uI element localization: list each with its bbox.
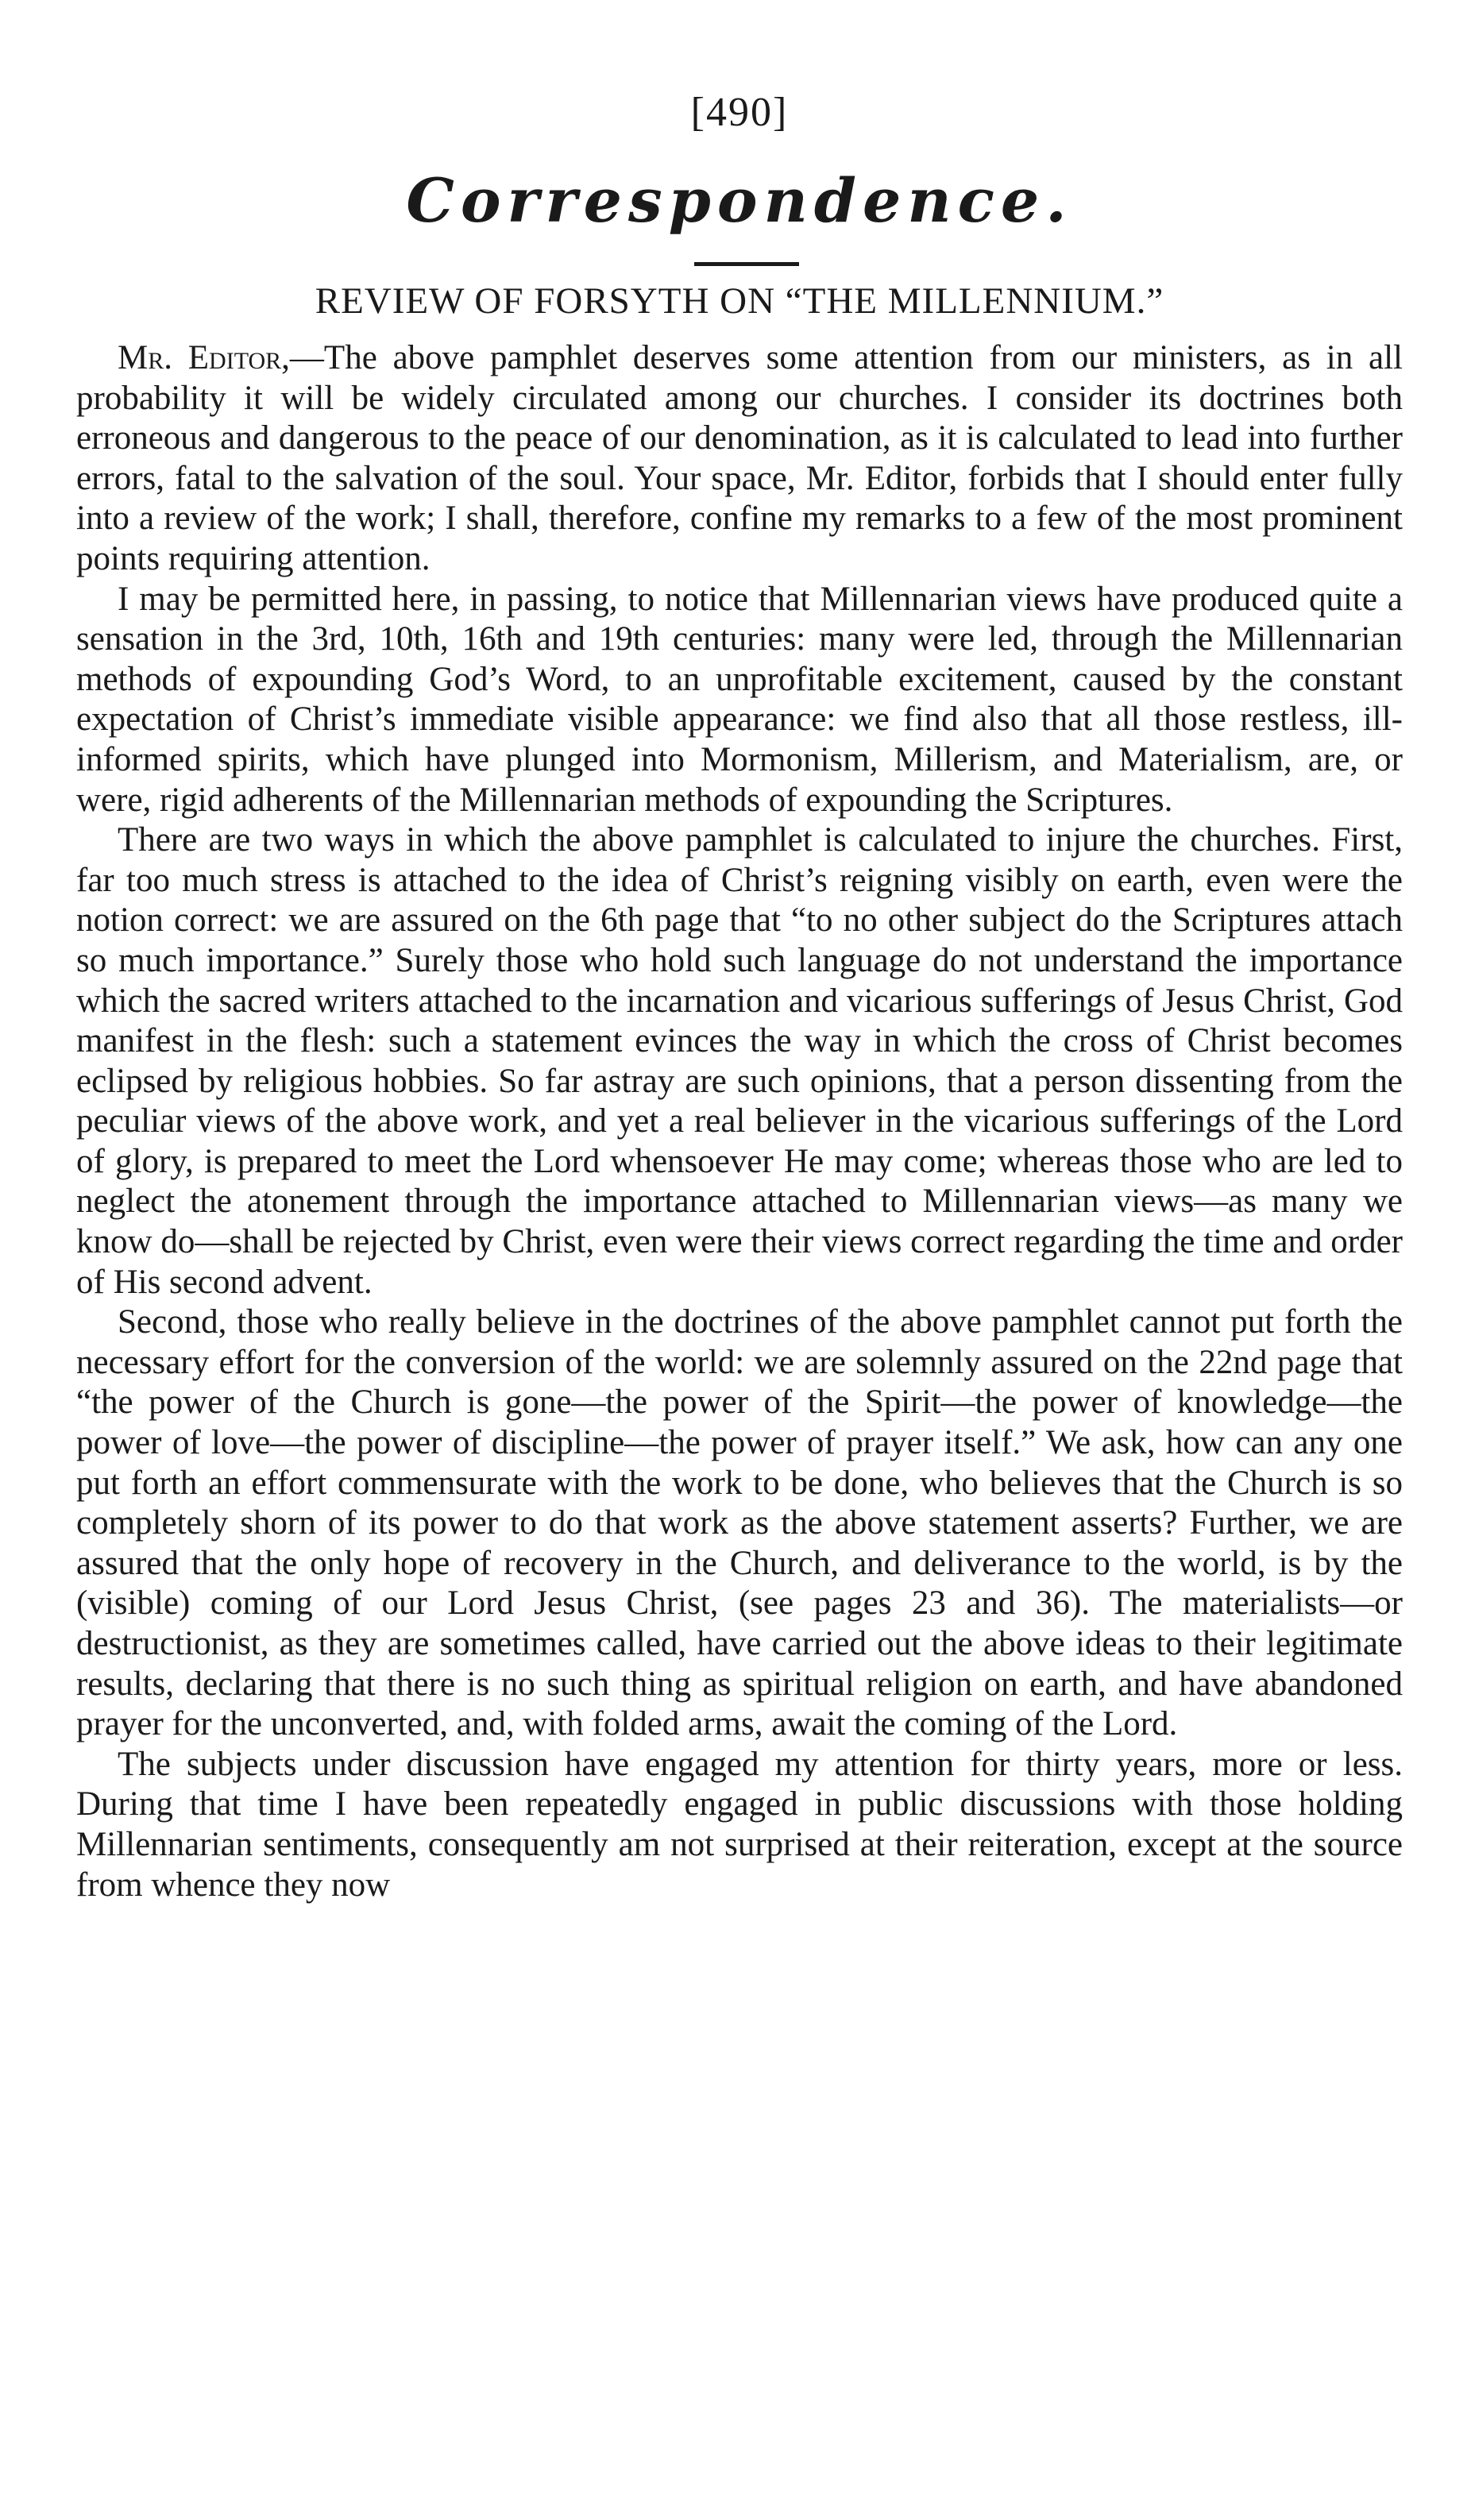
- article-title: REVIEW OF FORSYTH ON “THE MILLENNIUM.”: [315, 280, 1164, 322]
- article-body: [76, 338, 1403, 1905]
- salutation: Mr. Editor,: [118, 339, 290, 376]
- paragraph-1: [76, 338, 1403, 580]
- paragraph-1-text: —The above pamphlet deserves some attention from our ministers, as in all probability it will be widely circulated among our churches. I consider its doctrines both erroneous and dangerous to the peace of our denomination, as it is calculated to lead into further errors, fatal to the salvation of the soul. Your space, Mr. Editor, forbids that I should enter fully into a review of the work; I shall, therefore, confine my remarks to a few of the most prominent points requiring attention.: [76, 339, 1403, 577]
- paragraph-3: There are two ways in which the above pamphlet is calculated to injure the churches. First, far too much stress is attached to the idea of Christ’s reigning visibly on earth, even were the notion correct: we are assured on the 6th page that “to no other subject do the Scriptures attach so much importance.” Surely those who hold such language do not understand the importance which the sacred writers attached to the incarnation and vicarious sufferings of Jesus Christ, God manifest in the flesh: such a statement evinces the way in which the cross of Christ becomes eclipsed by religious hobbies. So far astray are such opinions, that a person dissenting from the peculiar views of the above work, and yet a real believer in the vicarious sufferings of the Lord of glory, is prepared to meet the Lord whensoever He may come; whereas those who are led to neglect the atonement through the importance attached to Millennarian views—as many we know do—shall be rejected by Christ, even were their views correct regarding the time and order of His second advent.: [76, 821, 1403, 1301]
- heading-rule: [694, 262, 799, 266]
- paragraph-5: The subjects under discussion have engaged my attention for thirty years, more or less. During that time I have been repeatedly engaged in public discussions with those holding Millennarian sentiments, consequently am not surprised at their reiteration, except at the source from whence they now: [76, 1745, 1403, 1904]
- page-number: [490]: [690, 90, 789, 135]
- paragraph-4: Second, those who really believe in the doctrines of the above pamphlet cannot put forth the necessary effort for the conversion of the world: we are solemnly assured on the 22nd page that “the power of the Church is gone—the power of the Spirit—the power of knowledge—the power of love—the power of discipline—the power of prayer itself.” We ask, how can any one put forth an effort commensurate with the work to be done, who believes that the Church is so completely shorn of its power to do that work as the above statement asserts? Further, we are assured that the only hope of recovery in the Church, and deliverance to the world, is by the (visible) coming of our Lord Jesus Christ, (see pages 23 and 36). The materialists—or destructionist, as they are sometimes called, have carried out the above ideas to their legitimate results, declaring that there is no such thing as spiritual religion on earth, and have abandoned prayer for the unconverted, and, with folded arms, await the coming of the Lord.: [76, 1303, 1403, 1743]
- paragraph-2: I may be permitted here, in passing, to notice that Millennarian views have produced quite a sensation in the 3rd, 10th, 16th and 19th centuries: many were led, through the Millennarian methods of expounding God’s Word, to an unprofitable excitement, caused by the constant expectation of Christ’s immediate visible appearance: we find also that all those restless, ill-informed spirits, which have plunged into Mormonism, Millerism, and Materialism, are, or were, rigid adherents of the Millennarian methods of expounding the Scriptures.: [76, 580, 1403, 819]
- section-heading: Correspondence.: [406, 165, 1073, 236]
